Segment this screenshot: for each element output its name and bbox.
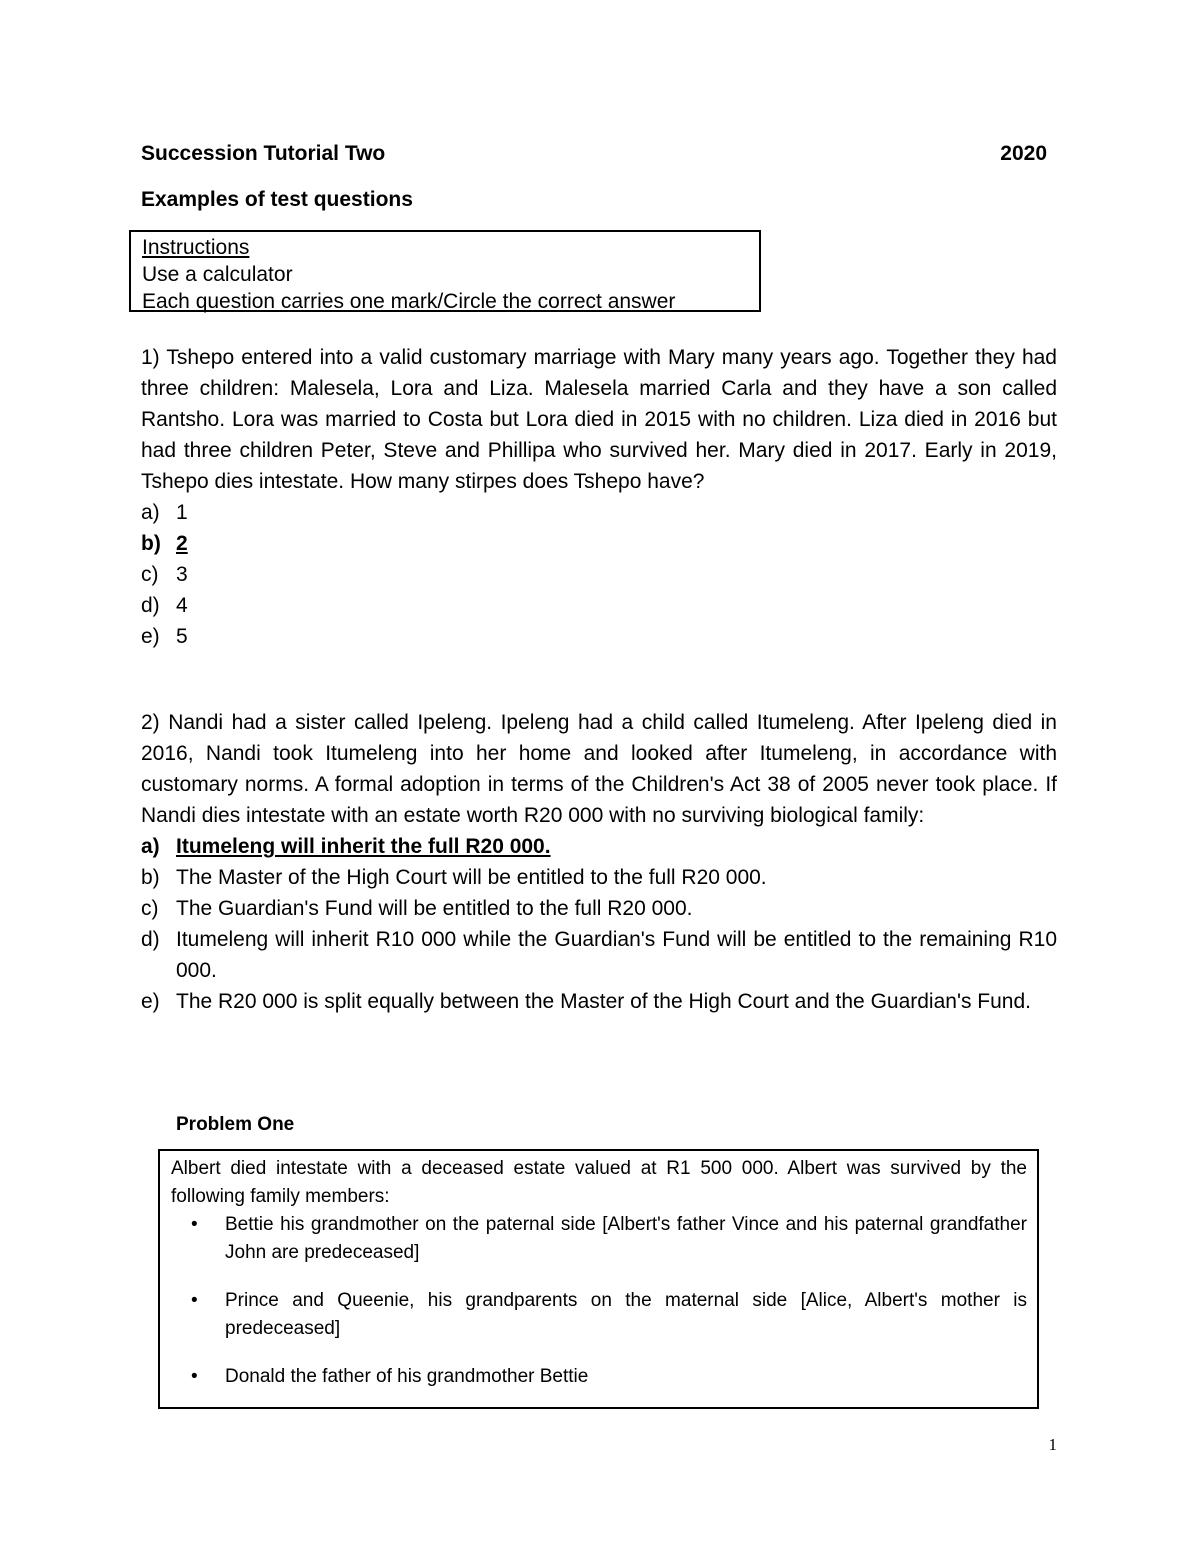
problem-one-box [158,1149,1039,1409]
instructions-box [129,230,761,312]
question-2-option-a-correct: a) Itumeleng will inherit the full R20 000. [141,835,551,858]
question-1-option-b-correct: b) 2 [141,532,188,555]
question-1 [141,342,1057,652]
question-2-option-b: b) The Master of the High Court will be entitled to the full R20 000. [141,866,767,889]
document-subtitle: Examples of test questions [141,188,413,211]
bullet-icon: • [191,1366,198,1387]
question-2-option-c: c) The Guardian's Fund will be entitled to the full R20 000. [141,897,693,920]
problem-one-item: • Donald the father of his grandmother Bettie [171,1363,1027,1391]
instructions-heading: Instructions [142,236,250,259]
question-2 [141,707,1057,1017]
document-year: 2020 [1000,142,1047,165]
question-1-text: 1) Tshepo entered into a valid customary marriage with Mary many years ago. Together they had three children: Malesela, Lora and Liza. Malesela married Carla and they have a son called Rantsho. Lora was married to Costa but Lora died in 2015 with no children. Liza died in 2016 but had three children Peter, Steve and Phillipa who survived her. Mary died in 2017. Early in 2019, Tshepo dies intestate. How many stirpes does Tshepo have? [141,346,1057,493]
question-1-option-c: c) 3 [141,563,188,586]
instructions-line-1: Use a calculator [142,263,293,286]
problem-one-intro: Albert died intestate with a deceased estate valued at R1 500 000. Albert was survived by the following family members: [171,1158,1027,1207]
question-2-option-d: d) Itumeleng will inherit R10 000 while the Guardian's Fund will be entitled to the remaining R10 000. [141,928,1057,982]
question-1-option-d: d) 4 [141,594,188,617]
question-1-option-e: e) 5 [141,625,188,648]
question-2-option-e: e) The R20 000 is split equally between the Master of the High Court and the Guardian's Fund. [141,990,1032,1013]
instructions-line-2: Each question carries one mark/Circle the correct answer [142,290,676,313]
problem-one-item: • Prince and Queenie, his grandparents on the maternal side [Alice, Albert's mother is predeceased] [171,1287,1027,1343]
question-2-text: 2) Nandi had a sister called Ipeleng. Ipeleng had a child called Itumeleng. After Ipeleng died in 2016, Nandi took Itumeleng into her home and looked after Itumeleng, in accordance with customary norms. A formal adoption in terms of the Children's Act 38 of 2005 never took place. If Nandi dies intestate with an estate worth R20 000 with no surviving biological family: [141,711,1057,827]
problem-one-item: • Bettie his grandmother on the paternal side [Albert's father Vince and his paternal grandfather John are predeceased] [171,1211,1027,1267]
question-1-number: 1) [141,346,160,369]
bullet-icon: • [191,1290,198,1311]
question-1-option-a: a) 1 [141,501,188,524]
problem-one-title: Problem One [176,1114,295,1135]
problem-one-list [171,1211,1027,1391]
bullet-icon: • [191,1214,198,1235]
question-2-number: 2) [141,711,160,734]
page-number: 1 [1048,1435,1057,1454]
document-title: Succession Tutorial Two [141,142,386,165]
